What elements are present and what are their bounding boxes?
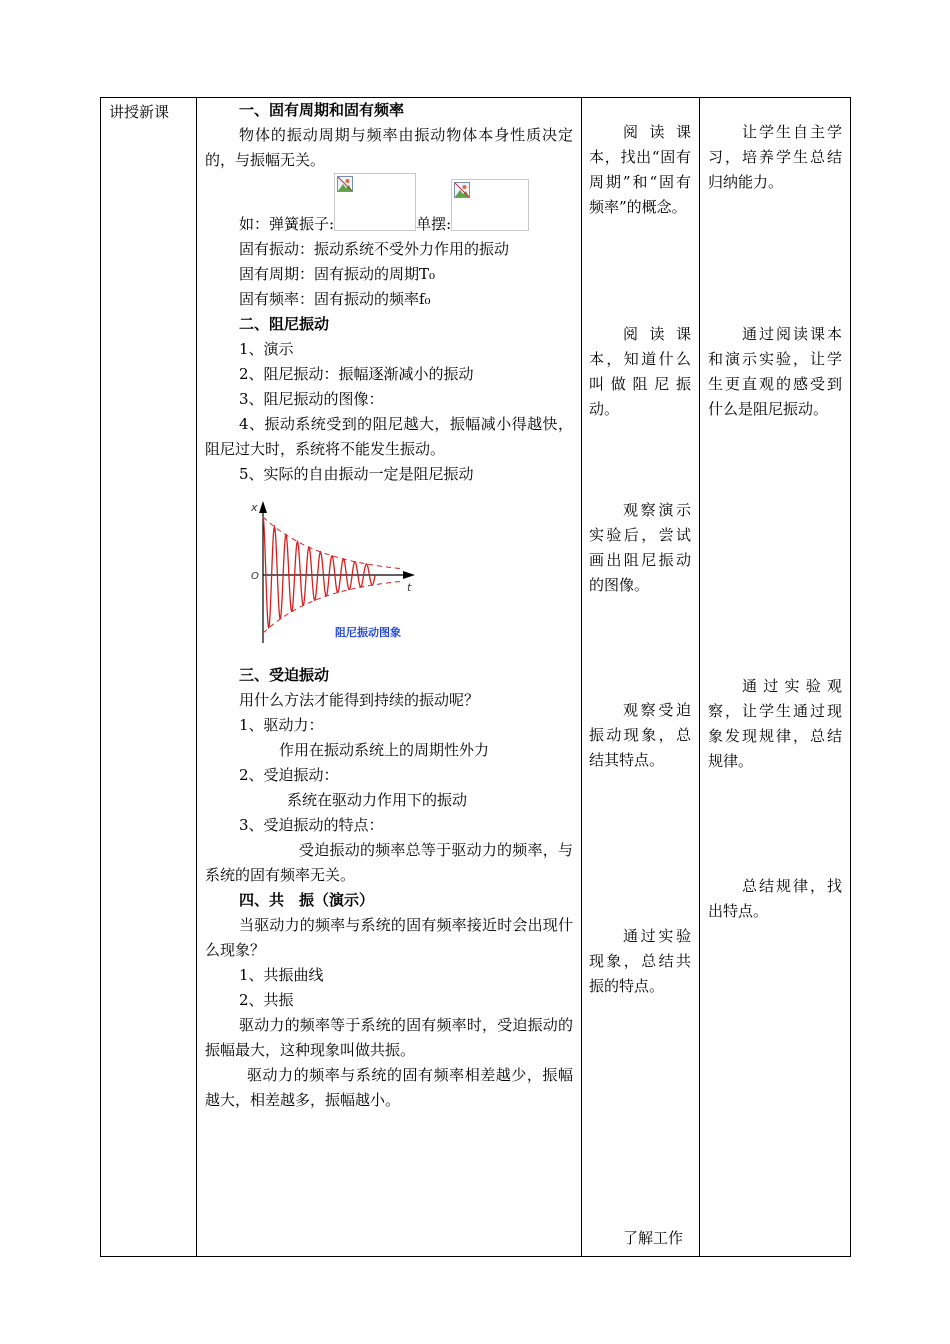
x-axis-arrow (403, 571, 415, 579)
example-prefix: 如：弹簧振子: (239, 215, 335, 233)
y-axis-label: x (251, 501, 258, 514)
question: 当驱动力的频率与系统的固有频率接近时会出现什么现象？ (205, 916, 573, 959)
list-item: 2、阻尼振动：振幅逐渐减小的振动 (239, 365, 474, 383)
list-item: 1、演示 (239, 340, 294, 358)
list-detail: 系统在驱动力作用下的振动 (287, 791, 468, 809)
paragraph: 驱动力的频率等于系统的固有频率时，受迫振动的振幅最大，这种现象叫做共振。 (205, 1016, 573, 1059)
chart-svg (239, 493, 429, 653)
definition: 固有频率：固有振动的频率f₀ (239, 290, 431, 308)
damped-oscillation-chart (239, 493, 429, 653)
list-detail: 作用在振动系统上的周期性外力 (279, 741, 490, 759)
list-item: 3、受迫振动的特点： (239, 816, 384, 834)
spring-oscillator-image (334, 173, 416, 231)
list-item: 4、振动系统受到的阻尼越大，振幅减小得越快，阻尼过大时，系统将不能发生振动。 (205, 415, 573, 458)
content-column (196, 98, 581, 1256)
x-axis-label: t (407, 581, 412, 594)
lesson-table (100, 97, 851, 1257)
intent-note: 通过实验观察，让学生通过现象发现规律，总结规律。 (708, 677, 842, 770)
broken-image-icon (337, 176, 353, 192)
activity-note: 了解工作 (623, 1229, 684, 1247)
question: 用什么方法才能得到持续的振动呢？ (239, 691, 480, 709)
row-label: 讲授新课 (109, 103, 170, 121)
chart-title: 阻尼振动图象 (335, 626, 401, 639)
section-title: 三、受迫振动 (239, 666, 330, 684)
definition: 固有振动：振动系统不受外力作用的振动 (239, 240, 510, 258)
paragraph: 物体的振动周期与频率由振动物体本身性质决定的，与振幅无关。 (205, 126, 573, 169)
list-item: 2、共振 (239, 991, 294, 1009)
activity-note: 阅读课本，知道什么叫做阻尼振动。 (589, 325, 691, 418)
list-item: 1、共振曲线 (239, 966, 324, 984)
pendulum-label: 单摆: (416, 215, 452, 233)
activity-note: 观察演示实验后，尝试画出阻尼振动的图像。 (589, 501, 691, 594)
definition: 固有周期：固有振动的周期T₀ (239, 265, 436, 283)
activity-note: 阅读课本，找出“固有周期”和“固有频率”的概念。 (589, 123, 691, 216)
example-line (205, 173, 573, 237)
origin-label: O (251, 571, 259, 582)
list-item: 3、阻尼振动的图像： (239, 390, 384, 408)
broken-image-icon (454, 182, 470, 198)
y-axis-arrow (259, 501, 267, 513)
list-item: 1、驱动力： (239, 716, 324, 734)
activity-note: 观察受迫振动现象，总结其特点。 (589, 701, 691, 769)
section-title: 一、固有周期和固有频率 (239, 101, 405, 119)
list-item: 2、受迫振动： (239, 766, 339, 784)
intent-note: 总结规律，找出特点。 (708, 877, 842, 920)
section-title: 二、阻尼振动 (239, 315, 330, 333)
pendulum-image (451, 179, 529, 231)
student-activity-column (581, 98, 699, 1256)
intent-note: 让学生自主学习，培养学生总结归纳能力。 (708, 123, 842, 191)
list-item: 5、实际的自由振动一定是阻尼振动 (239, 465, 474, 483)
damped-oscillation-line (263, 517, 375, 628)
design-intent-column (699, 98, 850, 1256)
intent-note: 通过阅读课本和演示实验，让学生更直观的感受到什么是阻尼振动。 (708, 325, 842, 418)
section-title: 四、共 振（演示） (239, 891, 375, 909)
stage-column (101, 98, 196, 1256)
activity-note: 通过实验现象，总结共振的特点。 (589, 927, 691, 995)
list-detail: 受迫振动的频率总等于驱动力的频率，与系统的固有频率无关。 (205, 841, 573, 884)
paragraph: 驱动力的频率与系统的固有频率相差越少，振幅越大，相差越多，振幅越小。 (205, 1066, 573, 1109)
